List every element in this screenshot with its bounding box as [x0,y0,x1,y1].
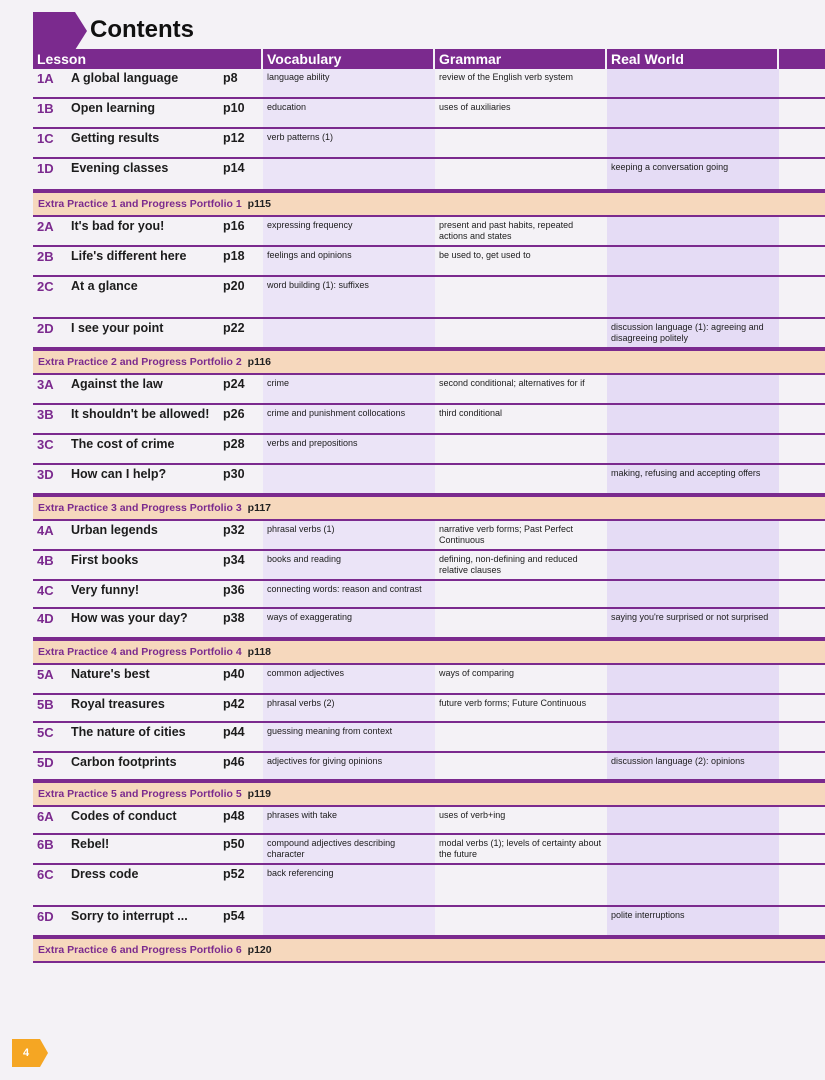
lesson-code: 6A [37,809,54,824]
lesson-row [33,435,825,465]
lesson-cell [33,375,263,403]
extra-practice-page: p118 [247,646,272,658]
blank-cell [779,835,825,863]
lesson-title: It shouldn't be allowed! [71,407,210,421]
lesson-cell [33,435,263,463]
lesson-code: 5B [37,697,54,712]
extra-practice-page: p117 [247,502,272,514]
lesson-title: Against the law [71,377,163,391]
lesson-cell [33,69,263,97]
grammar-cell [435,465,607,493]
grammar-cell: modal verbs (1); levels of certainty about the future [439,838,602,859]
lesson-cell [33,723,263,751]
lesson-row [33,551,825,581]
grammar-cell [435,723,607,751]
blank-cell [779,247,825,275]
lesson-page: p42 [223,697,245,711]
lesson-page: p30 [223,467,245,481]
real-world-cell [607,865,779,905]
header-extra [779,49,825,69]
extra-practice-label: Extra Practice 2 and Progress Portfolio 2 [38,356,242,368]
header-real-world: Real World [607,49,779,69]
lesson-cell [33,129,263,157]
lesson-page: p18 [223,249,245,263]
lesson-page: p52 [223,867,245,881]
lesson-row [33,277,825,319]
grammar-cell [435,581,607,607]
grammar-cell: review of the English verb system [439,72,574,82]
grammar-cell [435,159,607,189]
lesson-cell [33,551,263,579]
vocabulary-cell: crime [263,375,435,403]
lesson-code: 1D [37,161,54,176]
lesson-page: p38 [223,611,245,625]
grammar-cell [435,435,607,463]
extra-practice-label: Extra Practice 5 and Progress Portfolio 5 [38,788,242,800]
lesson-code: 3B [37,407,54,422]
lesson-page: p50 [223,837,245,851]
lesson-cell [33,835,263,863]
lesson-row [33,807,825,835]
vocabulary-cell: adjectives for giving opinions [263,753,435,779]
extra-practice-page: p119 [247,788,272,800]
vocabulary-cell: education [263,99,435,127]
blank-cell [779,435,825,463]
lesson-code: 5A [37,667,54,682]
real-world-cell: polite interruptions [607,907,779,935]
lesson-page: p10 [223,101,245,115]
lesson-page: p32 [223,523,245,537]
lesson-cell [33,277,263,317]
lesson-title: First books [71,553,139,567]
header-grammar: Grammar [435,49,607,69]
lesson-row [33,247,825,277]
lesson-cell [33,581,263,607]
vocabulary-cell: phrasal verbs (1) [263,521,435,549]
lesson-title: The nature of cities [71,725,186,739]
lesson-cell [33,609,263,637]
vocabulary-cell: verb patterns (1) [263,129,435,157]
vocabulary-cell: crime and punishment collocations [263,405,435,433]
grammar-cell: uses of auxiliaries [439,102,511,112]
real-world-cell [607,217,779,245]
lesson-title: A global language [71,71,179,85]
real-world-cell [607,247,779,275]
real-world-cell: making, refusing and accepting offers [607,465,779,493]
lesson-title: Very funny! [71,583,140,597]
real-world-cell [607,405,779,433]
lesson-title: I see your point [71,321,164,335]
lesson-cell [33,753,263,779]
blank-cell [779,319,825,347]
lesson-code: 1C [37,131,54,146]
vocabulary-cell: compound adjectives describing character [263,835,435,863]
vocabulary-cell: phrasal verbs (2) [263,695,435,721]
blank-cell [779,665,825,693]
lesson-cell [33,521,263,549]
blank-cell [779,99,825,127]
lesson-code: 6B [37,837,54,852]
blank-cell [779,521,825,549]
blank-cell [779,581,825,607]
lesson-cell [33,807,263,833]
blank-cell [779,723,825,751]
page-title: Contents [90,16,194,43]
lesson-title: Open learning [71,101,156,115]
lesson-row [33,99,825,129]
real-world-cell: saying you're surprised or not surprised [607,609,779,637]
lesson-page: p48 [223,809,245,823]
lesson-title: It's bad for you! [71,219,165,233]
grammar-cell: present and past habits, repeated actions and states [439,220,574,241]
blank-cell [779,129,825,157]
real-world-cell: keeping a conversation going [607,159,779,189]
lesson-title: Urban legends [71,523,158,537]
blank-cell [779,753,825,779]
vocabulary-cell: verbs and prepositions [263,435,435,463]
blank-cell [779,907,825,935]
page-number: 4 [12,1039,40,1067]
lesson-code: 1A [37,71,54,86]
extra-practice-page: p116 [247,356,272,368]
lesson-cell [33,465,263,493]
extra-practice-row [33,495,825,521]
lesson-row [33,695,825,723]
blank-cell [779,865,825,905]
lesson-page: p24 [223,377,245,391]
blank-cell [779,217,825,245]
lesson-row [33,405,825,435]
lesson-cell [33,865,263,905]
lesson-code: 4C [37,583,54,598]
lesson-row [33,465,825,495]
real-world-cell [607,807,779,833]
lesson-cell [33,99,263,127]
lesson-code: 3A [37,377,54,392]
blank-cell [779,551,825,579]
lesson-row [33,835,825,865]
real-world-cell [607,581,779,607]
vocabulary-cell [263,159,435,189]
lesson-code: 1B [37,101,54,116]
real-world-cell [607,69,779,97]
extra-practice-page: p115 [247,198,272,210]
lesson-page: p28 [223,437,245,451]
contents-table [33,49,825,963]
lesson-page: p36 [223,583,245,597]
lesson-row [33,753,825,781]
lesson-page: p14 [223,161,245,175]
vocabulary-cell: connecting words: reason and contrast [263,581,435,607]
grammar-cell [435,129,607,157]
lesson-cell [33,695,263,721]
lesson-row [33,319,825,349]
real-world-cell [607,665,779,693]
lesson-page: p20 [223,279,245,293]
real-world-cell [607,129,779,157]
lesson-code: 2D [37,321,54,336]
extra-practice-row [33,937,825,963]
lesson-page: p16 [223,219,245,233]
grammar-cell: be used to, get used to [439,250,531,260]
lesson-title: Life's different here [71,249,187,263]
lesson-cell [33,405,263,433]
extra-practice-row [33,639,825,665]
lesson-row [33,609,825,639]
real-world-cell [607,99,779,127]
lesson-code: 4D [37,611,54,626]
lesson-title: The cost of crime [71,437,175,451]
lesson-code: 2A [37,219,54,234]
lesson-title: Carbon footprints [71,755,177,769]
extra-practice-row [33,191,825,217]
lesson-row [33,723,825,753]
grammar-cell: narrative verb forms; Past Perfect Continuous [439,524,574,545]
blank-cell [779,695,825,721]
lesson-code: 6C [37,867,54,882]
lesson-cell [33,217,263,245]
real-world-cell [607,551,779,579]
vocabulary-cell: expressing frequency [263,217,435,245]
real-world-cell [607,277,779,317]
grammar-cell [435,753,607,779]
lesson-row [33,521,825,551]
title-marker [33,12,75,50]
real-world-cell [607,521,779,549]
grammar-cell [435,609,607,637]
title-arrow-icon [75,12,87,50]
lesson-title: Evening classes [71,161,169,175]
lesson-code: 4B [37,553,54,568]
lesson-title: How can I help? [71,467,167,481]
extra-practice-row [33,349,825,375]
lesson-title: Royal treasures [71,697,165,711]
extra-practice-label: Extra Practice 1 and Progress Portfolio 1 [38,198,242,210]
lesson-code: 2C [37,279,54,294]
real-world-cell [607,435,779,463]
lesson-code: 3C [37,437,54,452]
table-header [33,49,825,69]
extra-practice-label: Extra Practice 6 and Progress Portfolio 6 [38,944,242,956]
vocabulary-cell [263,465,435,493]
lesson-code: 2B [37,249,54,264]
vocabulary-cell: ways of exaggerating [263,609,435,637]
lesson-title: Getting results [71,131,160,145]
lesson-page: p46 [223,755,245,769]
extra-practice-label: Extra Practice 4 and Progress Portfolio 4 [38,646,242,658]
lesson-title: Rebel! [71,837,110,851]
lesson-row [33,217,825,247]
vocabulary-cell: language ability [263,69,435,97]
lesson-row [33,865,825,907]
vocabulary-cell: phrases with take [263,807,435,833]
lesson-cell [33,247,263,275]
blank-cell [779,375,825,403]
header-vocabulary: Vocabulary [263,49,435,69]
blank-cell [779,405,825,433]
grammar-cell [435,277,607,317]
lesson-row [33,69,825,99]
lesson-title: How was your day? [71,611,188,625]
page-number-arrow-icon [40,1039,48,1067]
vocabulary-cell: common adjectives [263,665,435,693]
real-world-cell [607,375,779,403]
lesson-row [33,375,825,405]
lesson-page: p34 [223,553,245,567]
grammar-cell: third conditional [439,408,503,418]
lesson-page: p22 [223,321,245,335]
grammar-cell [435,865,607,905]
lesson-row [33,665,825,695]
lesson-title: Sorry to interrupt ... [71,909,188,923]
real-world-cell [607,835,779,863]
grammar-cell [435,907,607,935]
lesson-row [33,159,825,191]
lesson-code: 3D [37,467,54,482]
grammar-cell [435,319,607,347]
lesson-page: p26 [223,407,245,421]
extra-practice-row [33,781,825,807]
lesson-title: At a glance [71,279,138,293]
lesson-title: Nature's best [71,667,150,681]
lesson-code: 6D [37,909,54,924]
lesson-page: p8 [223,71,238,85]
grammar-cell: ways of comparing [439,668,515,678]
lesson-code: 5D [37,755,54,770]
lesson-page: p54 [223,909,245,923]
vocabulary-cell: books and reading [263,551,435,579]
grammar-cell: defining, non-defining and reduced relative clauses [439,554,578,575]
lesson-page: p40 [223,667,245,681]
header-lesson: Lesson [33,49,263,69]
real-world-cell: discussion language (1): agreeing and disagreeing politely [607,319,779,347]
blank-cell [779,159,825,189]
blank-cell [779,69,825,97]
vocabulary-cell [263,319,435,347]
lesson-page: p44 [223,725,245,739]
lesson-page: p12 [223,131,245,145]
extra-practice-label: Extra Practice 3 and Progress Portfolio 3 [38,502,242,514]
real-world-cell [607,723,779,751]
grammar-cell: future verb forms; Future Continuous [439,698,587,708]
real-world-cell [607,695,779,721]
lesson-cell [33,665,263,693]
real-world-cell: discussion language (2): opinions [607,753,779,779]
blank-cell [779,807,825,833]
lesson-cell [33,907,263,935]
lesson-title: Dress code [71,867,139,881]
lesson-title: Codes of conduct [71,809,177,823]
lesson-cell [33,159,263,189]
vocabulary-cell: guessing meaning from context [263,723,435,751]
lesson-cell [33,319,263,347]
lesson-row [33,581,825,609]
lesson-code: 4A [37,523,54,538]
extra-practice-page: p120 [247,944,272,956]
vocabulary-cell: word building (1): suffixes [263,277,435,317]
blank-cell [779,277,825,317]
grammar-cell: uses of verb+ing [439,810,506,820]
grammar-cell: second conditional; alternatives for if [439,378,585,388]
vocabulary-cell: back referencing [263,865,435,905]
vocabulary-cell: feelings and opinions [263,247,435,275]
table-body [33,69,825,963]
lesson-code: 5C [37,725,54,740]
lesson-row [33,129,825,159]
blank-cell [779,609,825,637]
lesson-row [33,907,825,937]
vocabulary-cell [263,907,435,935]
blank-cell [779,465,825,493]
